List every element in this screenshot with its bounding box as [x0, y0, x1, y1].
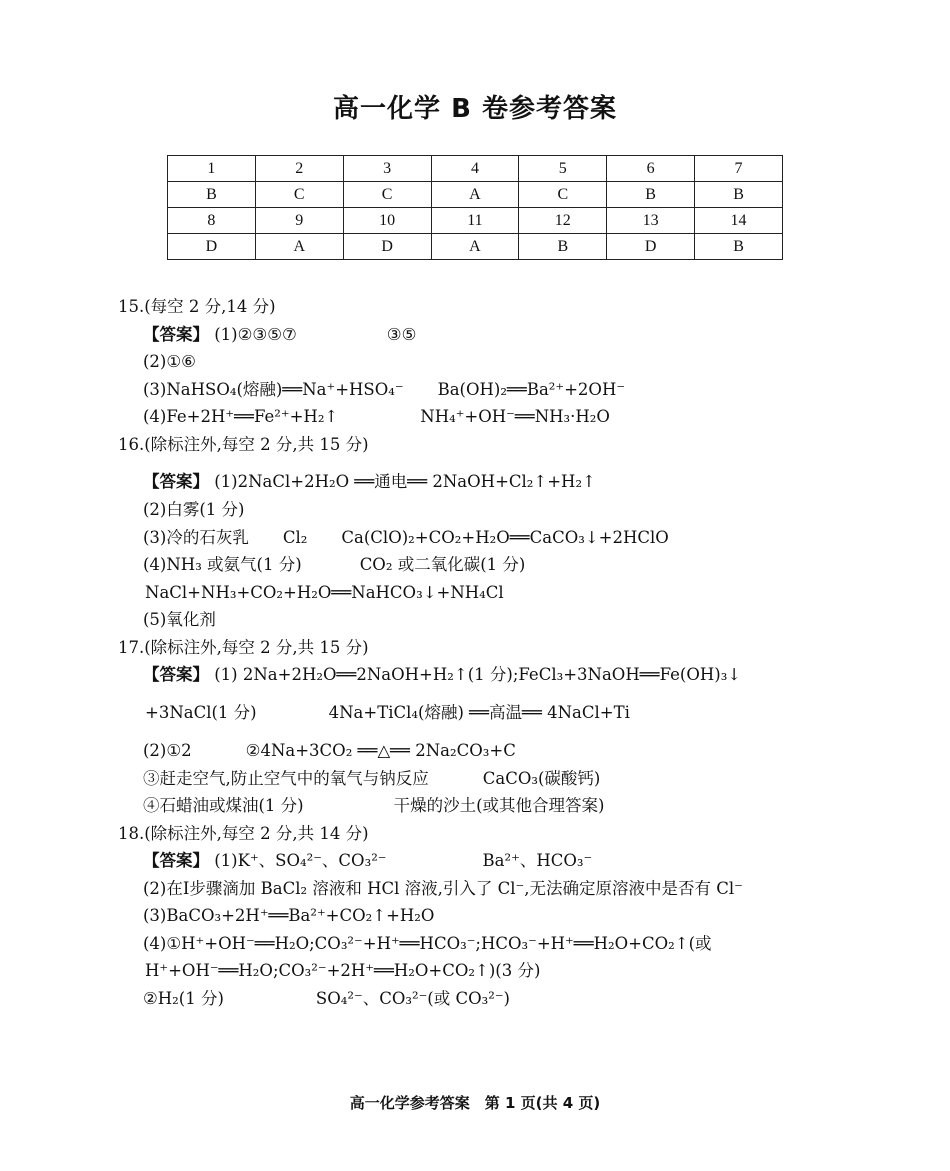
- q17-5b: 干燥的沙土(或其他合理答案): [393, 796, 605, 815]
- q15-line1: [118, 321, 858, 349]
- page-title: 高一化学 B 卷参考答案: [333, 94, 617, 124]
- q18-line2: (2)在Ⅰ步骤滴加 BaCl₂ 溶液和 HCl 溶液,引入了 Cl⁻,无法确定原溶液中是否有 Cl⁻: [143, 878, 743, 898]
- q18-6b: SO₄²⁻、CO₃²⁻(或 CO₃²⁻): [315, 988, 510, 1008]
- table-cell: D: [168, 234, 256, 260]
- table-cell: 1: [168, 156, 256, 182]
- table-cell: 6: [607, 156, 695, 182]
- q18-line3: (3)BaCO₃+2H⁺══Ba²⁺+CO₂↑+H₂O: [143, 906, 435, 925]
- table-cell: 7: [695, 156, 783, 182]
- q18-6a: ②H₂(1 分): [143, 988, 224, 1008]
- q17-line1: [118, 661, 858, 689]
- answer-table: [167, 155, 783, 260]
- q15-3a: (3)NaHSO₄(熔融)══Na⁺+HSO₄⁻: [143, 379, 404, 399]
- q17-4a: ③赶走空气,防止空气中的氧气与钠反应: [143, 768, 429, 788]
- table-cell: B: [607, 182, 695, 208]
- table-cell: 9: [255, 208, 343, 234]
- q16-line5: NaCl+NH₃+CO₂+H₂O══NaHCO₃↓+NH₄Cl: [145, 582, 504, 602]
- q15-line4: [118, 403, 858, 431]
- q18-1b: Ba²⁺、HCO₃⁻: [482, 851, 593, 870]
- q17-5a: ④石蜡油或煤油(1 分): [143, 796, 304, 815]
- q17-4b: CaCO₃(碳酸钙): [482, 768, 601, 788]
- table-cell: B: [695, 234, 783, 260]
- q16-line1: [118, 458, 858, 496]
- q17-line3: [118, 727, 858, 765]
- q15-line2: (2)①⑥: [143, 352, 196, 371]
- table-cell: 13: [607, 208, 695, 234]
- q18-line1: [118, 847, 858, 875]
- answer-tag: 【答案】: [143, 472, 209, 491]
- page-footer: 高一化学参考答案 第 1 页(共 4 页): [349, 1094, 601, 1112]
- answer-tag: 【答案】: [143, 851, 209, 870]
- table-cell: D: [343, 234, 431, 260]
- q15-header: 15.(每空 2 分,14 分): [118, 297, 276, 316]
- table-cell: 2: [255, 156, 343, 182]
- table-row: [168, 208, 783, 234]
- answer-content: [118, 293, 858, 1012]
- q18-1a: (1)K⁺、SO₄²⁻、CO₃²⁻: [214, 851, 387, 870]
- table-cell: C: [343, 182, 431, 208]
- q17-3b: ②4Na+3CO₂ ══△══ 2Na₂CO₃+C: [245, 740, 516, 760]
- table-cell: B: [168, 182, 256, 208]
- q16-1: (1)2NaCl+2H₂O ══通电══ 2NaOH+Cl₂↑+H₂↑: [214, 472, 596, 491]
- table-cell: 8: [168, 208, 256, 234]
- table-cell: C: [519, 182, 607, 208]
- q15-1a: (1)②③⑤⑦: [214, 324, 297, 344]
- q16-4a: (4)NH₃ 或氨气(1 分): [143, 555, 302, 574]
- q18-line4: (4)①H⁺+OH⁻══H₂O;CO₃²⁻+H⁺══HCO₃⁻;HCO₃⁻+H⁺══H₂O+CO₂↑(或: [143, 933, 712, 953]
- q16-line2: (2)白雾(1 分): [143, 500, 245, 519]
- table-row: [168, 182, 783, 208]
- table-cell: 5: [519, 156, 607, 182]
- table-cell: B: [695, 182, 783, 208]
- q16-3b: Cl₂: [282, 527, 308, 547]
- table-cell: 4: [431, 156, 519, 182]
- table-cell: 11: [431, 208, 519, 234]
- q17-line2: [118, 689, 858, 727]
- table-cell: A: [255, 234, 343, 260]
- q18-header: 18.(除标注外,每空 2 分,共 14 分): [118, 823, 369, 843]
- q18-line6: [118, 985, 858, 1013]
- q17-2b: 4Na+TiCl₄(熔融) ══高温══ 4NaCl+Ti: [328, 702, 630, 722]
- answer-tag: 【答案】: [143, 665, 209, 684]
- q17-1: (1) 2Na+2H₂O══2NaOH+H₂↑(1 分);FeCl₃+3NaOH══Fe(OH)₃↓: [214, 665, 742, 684]
- q17-header: 17.(除标注外,每空 2 分,共 15 分): [118, 637, 369, 657]
- q15-line3: [118, 376, 858, 404]
- table-cell: B: [519, 234, 607, 260]
- q15-4b: NH₄⁺+OH⁻══NH₃·H₂O: [420, 407, 610, 426]
- table-row: [168, 156, 783, 182]
- q16-header: 16.(除标注外,每空 2 分,共 15 分): [118, 434, 369, 454]
- table-cell: 12: [519, 208, 607, 234]
- table-cell: C: [255, 182, 343, 208]
- q15-3b: Ba(OH)₂══Ba²⁺+2OH⁻: [437, 379, 626, 399]
- q17-line4: [118, 765, 858, 793]
- table-cell: A: [431, 234, 519, 260]
- q18-line5: H⁺+OH⁻══H₂O;CO₃²⁻+2H⁺══H₂O+CO₂↑)(3 分): [145, 961, 541, 980]
- q16-line3: [118, 524, 858, 552]
- q17-2a: +3NaCl(1 分): [145, 702, 257, 722]
- table-cell: 10: [343, 208, 431, 234]
- q17-line5: [118, 792, 858, 820]
- q15-4a: (4)Fe+2H⁺══Fe²⁺+H₂↑: [143, 407, 339, 426]
- table-cell: 3: [343, 156, 431, 182]
- q15-1b: ③⑤: [386, 324, 417, 344]
- table-cell: A: [431, 182, 519, 208]
- q16-line6: (5)氧化剂: [143, 610, 216, 629]
- q16-3a: (3)冷的石灰乳: [143, 527, 249, 547]
- table-cell: D: [607, 234, 695, 260]
- q17-3a: (2)①2: [143, 740, 192, 760]
- q16-4b: CO₂ 或二氧化碳(1 分): [359, 555, 526, 574]
- q16-line4: [118, 551, 858, 579]
- answer-tag: 【答案】: [143, 324, 209, 344]
- table-row: [168, 234, 783, 260]
- q16-3c: Ca(ClO)₂+CO₂+H₂O══CaCO₃↓+2HClO: [341, 527, 669, 547]
- table-cell: 14: [695, 208, 783, 234]
